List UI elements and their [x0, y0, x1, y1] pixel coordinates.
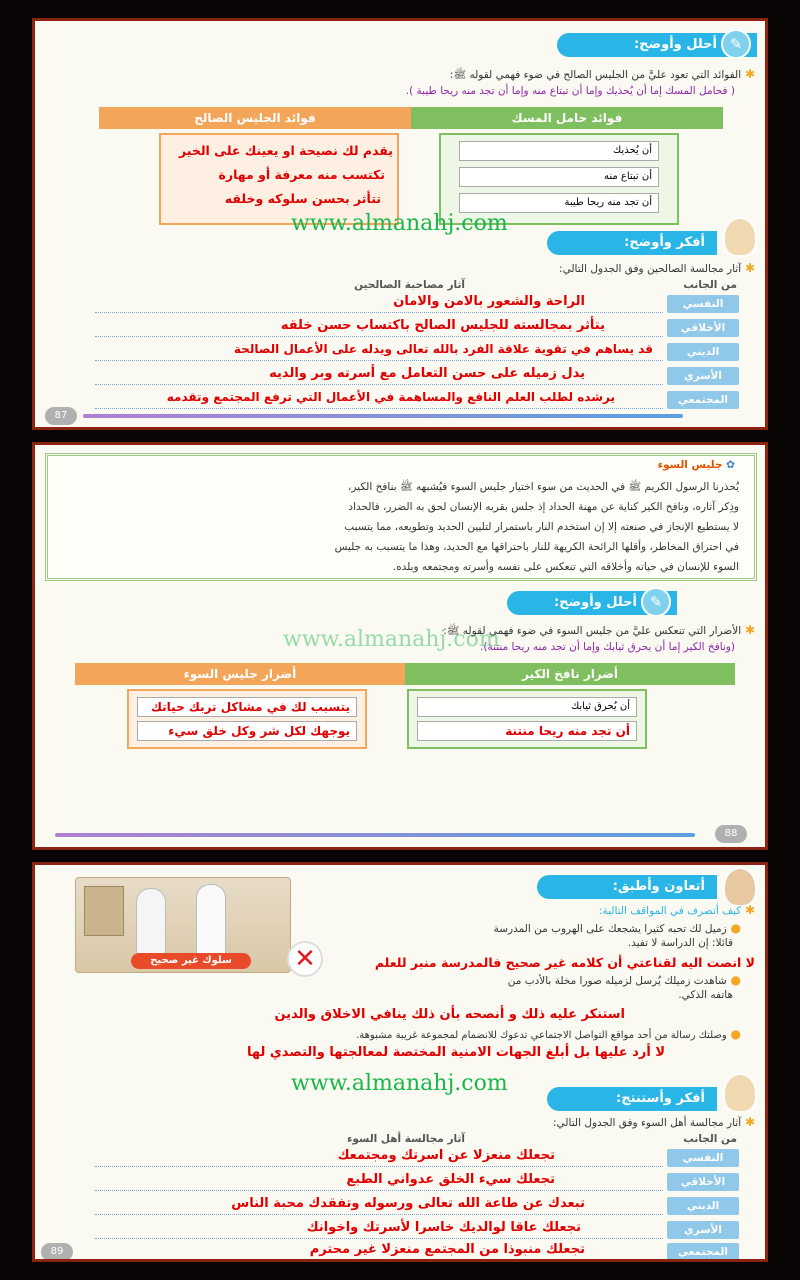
student-avatar — [723, 1073, 757, 1113]
bullet-icon: ● — [726, 973, 741, 987]
student-figure-icon — [136, 888, 166, 958]
star-icon: ✱ — [741, 623, 755, 637]
pencil-icon: ✎ — [721, 29, 751, 59]
section-title-text: أفكر وأوضح: — [624, 235, 705, 250]
answer-situation-1: لا انصت اليه لقناعتي أن كلامه غير صحيح فالمدرسة منبر للعلم — [374, 955, 755, 970]
explanation-line: السوء للإنسان في حياته وأخلاقه التي تنعكس على نفسه وأسرته ومجتمعه وبلده. — [392, 561, 739, 573]
column-header-aspect: من الجانب — [683, 279, 737, 291]
row-label-religious: الديني — [667, 343, 739, 361]
group-avatar — [723, 867, 757, 907]
explanation-line: في احتراق المخاطر، وأقلها الرائحة الكريهة للنار باحتراقها مع الحديد، وهذا ما يتسبب به جليس — [334, 541, 739, 553]
row-answer-moral: يتأثر بمجالسته للجليس الصالح باكتساب حسن خلقه — [280, 318, 605, 333]
section-title-analyze — [507, 591, 677, 615]
star-icon: ✱ — [741, 1115, 755, 1129]
answer-situation-2: استنكر عليه ذلك و أنصحه بأن ذلك ينافي الاخلاق والدين — [274, 1007, 625, 1022]
section-title-think — [547, 231, 717, 255]
footer-bar — [83, 414, 683, 418]
flower-icon: ✿ — [722, 459, 735, 471]
row-label-moral: الأخلاقي — [667, 319, 739, 337]
row-label-community: المجتمعي — [667, 391, 739, 409]
table-header-good-companion: فوائد الجليس الصالح — [99, 107, 411, 129]
section-title-cooperate — [537, 875, 717, 899]
page-number: 88 — [715, 825, 747, 843]
page-88 — [32, 442, 768, 850]
explanation-line: يُحذرنا الرسول الكريم ﷺ في الحديث من سوء اختيار جليس السوء فيُشبهه ﷺ بنافخ الكير، — [348, 481, 739, 493]
hadith-text: (ونافخ الكير إما أن يحرق ثيابك وإما أن تجد منه ريحا منتنة). — [480, 641, 735, 653]
row-answer-religious: قد يساهم في تقوية علاقة الفرد بالله تعالى ويدله على الأعمال الصالحة — [233, 342, 653, 356]
column-header-aspect: من الجانب — [683, 1133, 737, 1145]
pencil-icon: ✎ — [641, 587, 671, 617]
row-answer-religious: تبعدك عن طاعة الله تعالى ورسوله وتفقدك محبة الناس — [231, 1196, 585, 1211]
instruction-line: ✱ الأضرار التي تنعكس عليَّ من جليس السوء في ضوء فهمي لقوله ﷺ: — [443, 623, 755, 637]
instruction-line: ✱ آثار مجالسة أهل السوء وفق الجدول التالي: — [553, 1115, 755, 1129]
row-answer-community: تجعلك منبوذا من المجتمع منعزلا غير محترم — [309, 1242, 585, 1257]
answer-bellows-harm-2: أن تجد منه ريحا منتنة — [417, 721, 637, 741]
row-label-family: الأسري — [667, 367, 739, 385]
footer-bar — [55, 833, 695, 837]
watermark: www.almanahj.com — [283, 627, 500, 652]
row-answer-family: يدل زميله على حسن التعامل مع أسرته وبر والديه — [269, 366, 585, 381]
musk-benefit-3: أن تجد منه ريحا طيبة — [459, 193, 659, 213]
box-title: ✿ جليس السوء — [657, 459, 735, 471]
musk-benefit-1: أن يُحذيك — [459, 141, 659, 161]
answer-situation-3: لا أرد عليها بل أبلغ الجهات الامنية المختصة لمعالجتها والتصدي لها — [247, 1045, 665, 1060]
situation-2-line-1: ● شاهدت زميلك يُرسل لزميله صورا مخلة بالأدب من — [507, 973, 741, 987]
section-title-text: أحلل وأوضح: — [553, 595, 637, 610]
situation-2-line-2: هاتفه الذكي. — [678, 989, 733, 1001]
bullet-icon: ● — [726, 921, 741, 935]
instruction-line: ✱ كيف أتصرف في المواقف التالية: — [598, 903, 755, 917]
star-icon: ✱ — [741, 261, 755, 275]
watermark: www.almanahj.com — [291, 211, 508, 236]
musk-benefit-2: أن تبتاع منه — [459, 167, 659, 187]
wrong-x-icon: ✕ — [287, 941, 323, 977]
table-header-musk: فوائد حامل المسك — [411, 107, 723, 129]
section-title-text: أفكر وأستنتج: — [616, 1091, 705, 1106]
answer-bad-harm-1: يتسبب لك في مشاكل تربك حياتك — [137, 697, 357, 717]
answer-benefit-2: تكتسب منه معرفة أو مهارة — [218, 167, 385, 182]
situation-3-line: ● وصلتك رسالة من أحد مواقع التواصل الاجتماعي تدعوك للانضمام لمجموعة غريبة مشبوهة. — [356, 1027, 741, 1041]
row-answer-community: يرشده لطلب العلم النافع والمساهمة في الأعمال التي ترفع المجتمع وتقدمه — [166, 390, 615, 404]
row-label-psychological: النفسي — [667, 295, 739, 313]
answer-bad-harm-2: يوجهك لكل شر وكل خلق سيء — [137, 721, 357, 741]
section-title-text: أتعاون وأطبق: — [612, 879, 705, 894]
answer-benefit-1: يقدم لك نصيحة او يعينك على الخير — [178, 143, 393, 158]
section-title-analyze — [557, 33, 757, 57]
table-header-bad-companion: أضرار جليس السوء — [75, 663, 405, 685]
explanation-line: وذِكر آثاره، ونافخ الكير كناية عن مهنة الحداد إذ جلس بقربه الإنسان لحق به الضرر، فالحداد — [348, 501, 739, 513]
column-header-effects: آثار مصاحبة الصالحين — [354, 279, 465, 291]
student-figure-icon — [196, 884, 226, 958]
instruction-line: ✱ آثار مجالسة الصالحين وفق الجدول التالي: — [559, 261, 755, 275]
student-avatar — [723, 217, 757, 257]
row-label-moral: الأخلاقي — [667, 1173, 739, 1191]
column-header-effects: آثار مجالسة أهل السوء — [347, 1133, 465, 1145]
image-caption: سلوك غير صحيح — [131, 953, 251, 969]
row-label-family: الأسري — [667, 1221, 739, 1239]
answer-benefit-3: تتأثر بحسن سلوكه وخلقه — [224, 191, 381, 206]
row-answer-psychological: الراحة والشعور بالامن والامان — [393, 294, 585, 309]
watermark: www.almanahj.com — [291, 1071, 508, 1096]
row-label-psychological: النفسي — [667, 1149, 739, 1167]
page-89 — [32, 862, 768, 1262]
hadith-text: ( فحامل المسك إما أن يُحذيك وإما أن تبتاع منه وإما أن تجد منه ريحا طيبة ). — [405, 85, 735, 97]
explanation-line: لا يستطيع الإنجاز في صنعته إلا إن استخدم النار باستمرار لتليين الحديد وتطويعه، مما يتسبب — [344, 521, 739, 533]
row-label-community: المجتمعي — [667, 1243, 739, 1261]
page-number: 87 — [45, 407, 77, 425]
page-87 — [32, 18, 768, 430]
star-icon: ✱ — [741, 903, 755, 917]
section-title-conclude — [547, 1087, 717, 1111]
page-number: 89 — [41, 1243, 73, 1261]
row-answer-psychological: تجعلك منعزلا عن اسرتك ومجتمعك — [337, 1148, 555, 1163]
row-label-religious: الديني — [667, 1197, 739, 1215]
situation-1-line-1: ● زميل لك تحبه كثيرا يشجعك على الهروب من المدرسة — [493, 921, 741, 935]
row-answer-moral: تجعلك سيء الخلق عدواني الطبع — [346, 1172, 555, 1187]
table-header-bellows: أضرار نافخ الكير — [405, 663, 735, 685]
row-answer-family: تجعلك عاقا لوالديك خاسرا لأسرتك واخوانك — [306, 1220, 581, 1235]
bullet-icon: ● — [726, 1027, 741, 1041]
section-title-text: أحلل وأوضح: — [633, 37, 717, 52]
wall-panel — [84, 886, 124, 936]
situation-1-line-2: قائلا: إن الدراسة لا تفيد. — [627, 937, 733, 949]
star-icon: ✱ — [741, 67, 755, 81]
bellows-harm-1: أن يُحرق ثيابك — [417, 697, 637, 717]
instruction-line: ✱ الفوائد التي تعود عليَّ من الجليس الصالح في ضوء فهمي لقوله ﷺ: — [449, 67, 755, 81]
